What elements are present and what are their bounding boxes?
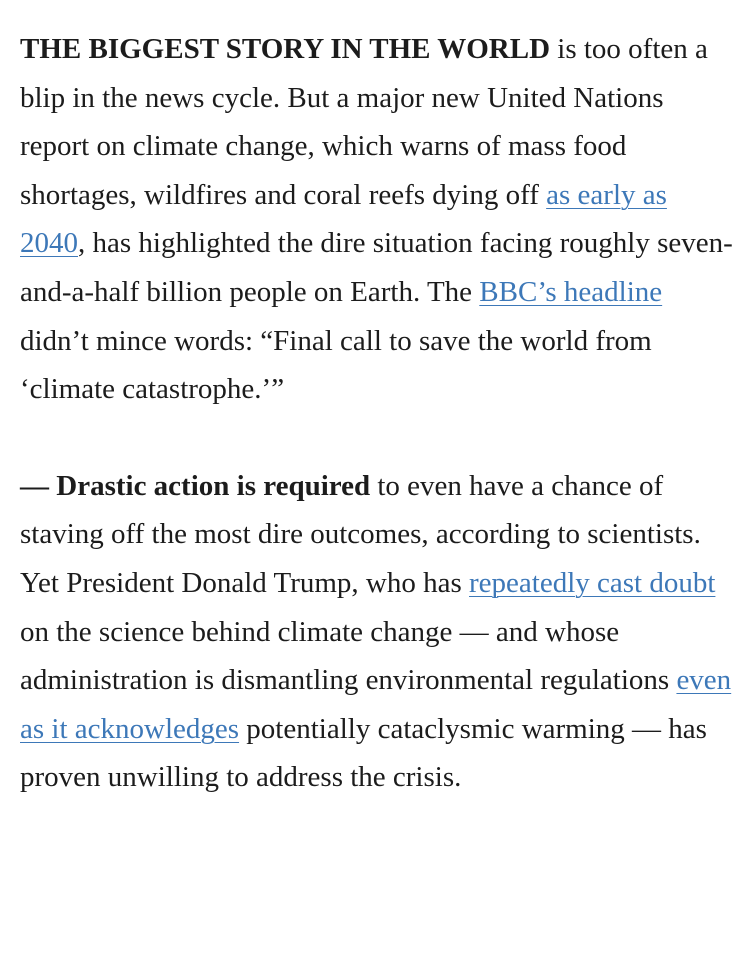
link-even-as-it-acknowledges[interactable]: even as it acknowledges: [20, 664, 732, 745]
paragraph-text: to even have a chance of staving off the most dire outcomes, according to scientists. Yet President Donald Trump, who has: [20, 469, 701, 599]
paragraph-lead-biggest-story: THE BIGGEST STORY IN THE WORLD: [20, 33, 551, 65]
paragraph-text: potentially cataclysmic warming — has proven unwilling to address the crisis.: [20, 712, 707, 794]
link-bbc-headline[interactable]: BBC’s headline: [479, 275, 663, 308]
paragraph-drastic-action: [20, 462, 735, 802]
link-as-early-as-2040[interactable]: as early as 2040: [20, 178, 667, 260]
article-body: [20, 25, 735, 802]
paragraph-biggest-story: [20, 25, 735, 414]
paragraph-text: , has highlighted the dire situation facing roughly seven-and-a-half billion people on Earth. The: [20, 227, 733, 308]
paragraph-text: on the science behind climate change — and whose administration is dismantling environmental regulations: [20, 615, 677, 697]
paragraph-text: is too often a blip in the news cycle. But a major new United Nations report on climate change, which warns of mass food shortages, wildfires and coral reefs dying off: [20, 33, 708, 211]
link-repeatedly-cast-doubt[interactable]: repeatedly cast doubt: [469, 566, 716, 599]
paragraph-text: didn’t mince words: “Final call to save the world from ‘climate catastrophe.’”: [20, 324, 652, 406]
paragraph-lead-drastic-action: — Drastic action is required: [20, 469, 371, 502]
